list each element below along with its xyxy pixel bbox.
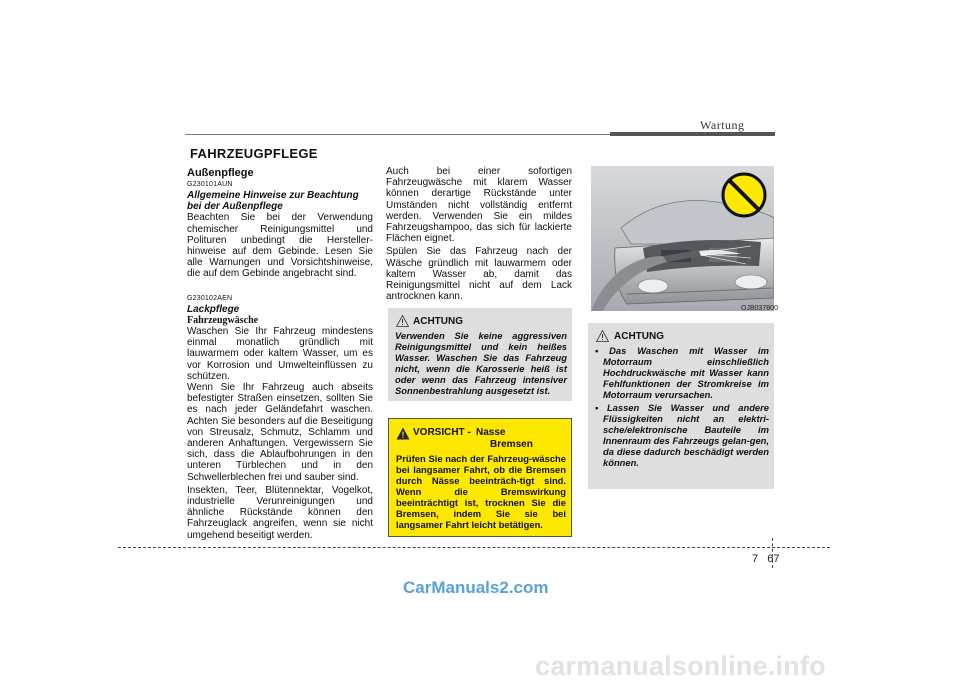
header-rule-accent <box>610 132 775 136</box>
caution-label: ACHTUNG <box>413 316 463 327</box>
warning-box <box>388 418 572 537</box>
warning-title: Bremsen <box>490 439 533 450</box>
chapter-header: Wartung <box>700 118 745 132</box>
paragraph: Spülen Sie das Fahrzeug nach der Wäsche gründlich mit lauwarmem oder kaltem Wasser ab, damit das Reinigungsmittel nicht auf dem Lack antrocknen kann. <box>386 246 572 303</box>
page-number: 7 67 <box>752 553 780 565</box>
warning-text: Prüfen Sie nach der Fahrzeug-wäsche bei langsamer Fahrt, ob die Bremsen durch Nässe beeinträch-tigt sind. Wenn die Bremswirkung beeinträchtigt ist, trocknen Sie die Bremsen, indem Sie sie bei langsamer Fahrt leicht betätigen. <box>396 453 566 530</box>
watermark: CarManuals2.com <box>403 578 549 597</box>
text-column-2 <box>386 166 572 302</box>
caution-text: Verwenden Sie keine aggressiven Reinigungsmittel und kein heißes Wasser. Waschen Sie das Fahrzeug nicht, wenn die Karosserie heiß ist oder wenn das Fahrzeug intensiver Sonnenbestrahlung ausgesetzt ist. <box>395 330 567 396</box>
caution-list <box>593 345 769 470</box>
caution-box <box>388 308 572 401</box>
figure-caption: OJB037800 <box>741 305 778 312</box>
list-item: • Das Waschen mit Wasser im Motorraum einschließlich Hochdruckwäsche mit Wasser kann Fehlfunktionen der Stromkreise im Motorraum verursachen. <box>595 345 769 400</box>
paragraph: Beachten Sie bei der Verwendung chemischer Reinigungsmittel und Polituren unbedingt die Hersteller-hinweise auf dem Gebinde. Lesen Sie alle Warnungen und Vorsichtshinweise, die auf dem Gebinde angebracht sind. <box>187 212 373 280</box>
paragraph: Auch bei einer sofortigen Fahrzeugwäsche mit klarem Wasser können derartige Rückstände unter Umständen nicht vollständig entfernt werden. Verwenden Sie ein mildes Fahrzeugshampoo, das sich für lackierte Flächen eignet. <box>386 166 572 245</box>
paragraph: Insekten, Teer, Blütennektar, Vogelkot, industrielle Verunreinigungen und ähnliche Rückstände können den Fahrzeuglack angreifen, wenn sie nicht umgehend beseitigt werden. <box>187 484 373 541</box>
section-title: FAHRZEUGPFLEGE <box>190 146 318 161</box>
engine-wash-illustration <box>591 166 774 311</box>
warning-title: Nasse <box>476 427 506 438</box>
heading-exterior-care: Außenpflege <box>187 167 254 179</box>
text-column-1 <box>187 168 373 541</box>
paragraph: Waschen Sie Ihr Fahrzeug mindestens einmal monatlich gründlich mit lauwarmem oder kaltem Wasser, um es vor Korrosion und Umwelteinflüssen zu schützen. <box>187 326 373 382</box>
caution-label: ACHTUNG <box>614 331 664 342</box>
prohibited-sign-icon <box>719 170 769 225</box>
subheading-paint-care: Lackpflege <box>187 303 240 315</box>
footer-rule <box>118 547 830 548</box>
subheading-general: Allgemeine Hinweise zur Beachtung bei der Außenpflege <box>187 190 359 213</box>
list-item: • Lassen Sie Wasser und andere Flüssigkeiten nicht an elektri-sche/elektronische Bauteile im Innenraum des Fahrzeugs gelan-gen, da diese dadurch beschädigt werden können. <box>595 402 770 468</box>
section-code: G230102AEN <box>187 294 233 302</box>
caution-box <box>588 323 774 489</box>
warning-label: VORSICHT - <box>413 427 471 438</box>
section-code: G230101AUN <box>187 181 233 189</box>
subheading-car-wash: Fahrzeugwäsche <box>187 314 259 326</box>
warning-triangle-icon <box>396 427 410 445</box>
paragraph: Wenn Sie Ihr Fahrzeug auch abseits befestigter Straßen einsetzen, sollten Sie es nach jeder Geländefahrt waschen. Achten Sie besonders auf die Beseitigung von Streusalz, Schmutz, Schlamm und anderen Anhaftungen. Vergewissern Sie sich, dass die Ablaufbohrungen in den unteren Türblechen und in den Schwellerblechen frei und sauber sind. <box>187 382 373 483</box>
site-watermark: carmanualsonline.info <box>535 651 826 681</box>
